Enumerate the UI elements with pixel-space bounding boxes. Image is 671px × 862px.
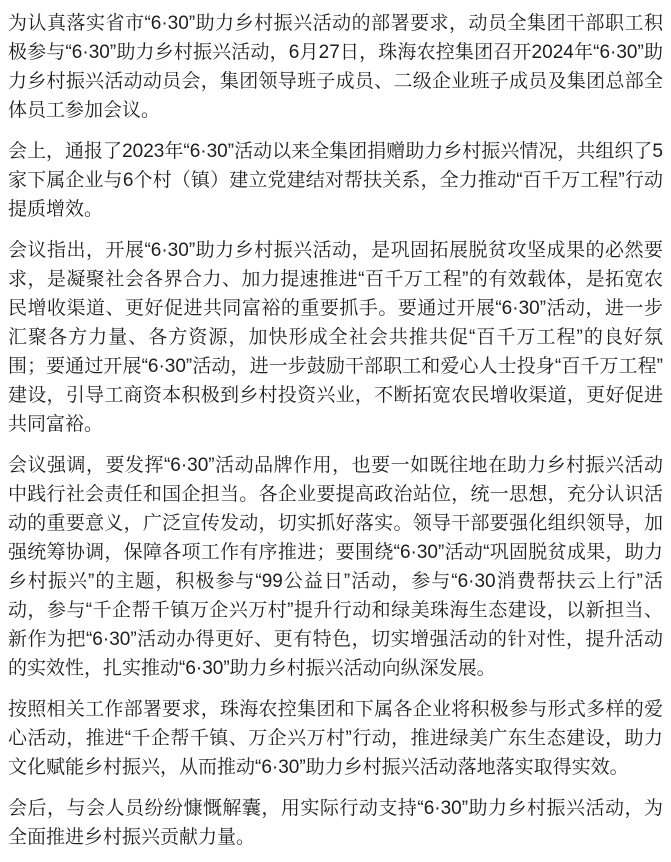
paragraph-5: 按照相关工作部署要求，珠海农控集团和下属各企业将积极参与形式多样的爱心活动，推进“千企帮千镇、万企兴万村”行动，推进绿美广东生态建设，助力文化赋能乡村振兴，从而推动“6·30”助力乡村振兴活动落地落实取得实效。: [8, 699, 663, 778]
paragraph-6: 会后，与会人员纷纷慷慨解囊，用实际行动支持“6·30”助力乡村振兴活动，为全面推进乡村振兴贡献力量。: [8, 798, 663, 848]
paragraph-3: 会议指出，开展“6·30”助力乡村振兴活动，是巩固拓展脱贫攻坚成果的必然要求，是凝聚社会各界合力、加力提速推进“百千万工程”的有效载体，是拓宽农民增收渠道、更好促进共同富裕的重要抓手。要通过开展“6·30”活动，进一步汇聚各方力量、各方资源，加快形成全社会共推共促“百千万工程”的良好氛围；要通过开展“6·30”活动，进一步鼓励干部职工和爱心人士投身“百千万工程”建设，引导工商资本积极到乡村投资兴业，不断拓宽农民增收渠道，更好促进共同富裕。: [8, 240, 663, 435]
paragraph-1: 为认真落实省市“6·30”助力乡村振兴活动的部署要求，动员全集团干部职工积极参与“6·30”助力乡村振兴活动，6月27日，珠海农控集团召开2024年“6·30”助力乡村振兴活动动员会，集团领导班子成员、二级企业班子成员及集团总部全体员工参加会议。: [8, 13, 663, 121]
paragraph-2: 会上，通报了2023年“6·30”活动以来全集团捐赠助力乡村振兴情况，共组织了5家下属企业与6个村（镇）建立党建结对帮扶关系，全力推动“百千万工程”行动提质增效。: [8, 141, 663, 220]
paragraph-4: 会议强调，要发挥“6·30”活动品牌作用，也要一如既往地在助力乡村振兴活动中践行社会责任和国企担当。各企业要提高政治站位，统一思想，充分认识活动的重要意义，广泛宣传发动，切实抓好落实。领导干部要强化组织领导，加强统筹协调，保障各项工作有序推进；要围绕“6·30”活动“巩固脱贫成果，助力乡村振兴”的主题，积极参与“99公益日”活动，参与“6·30消费帮扶云上行”活动，参与“千企帮千镇万企兴万村”提升行动和绿美珠海生态建设，以新担当、新作为把“6·30”活动办得更好、更有特色，切实增强活动的针对性，提升活动的实效性，扎实推动“6·30”助力乡村振兴活动向纵深发展。: [8, 455, 663, 679]
